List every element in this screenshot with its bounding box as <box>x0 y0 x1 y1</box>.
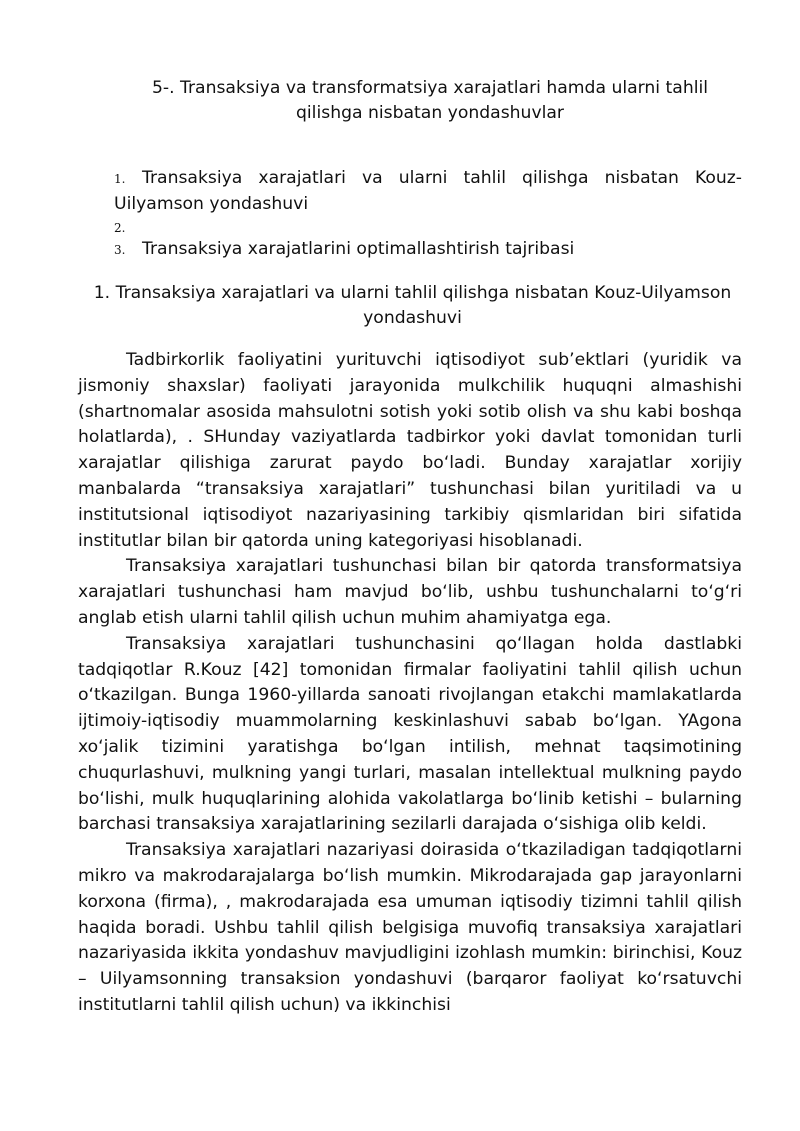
toc-item-3 <box>114 237 742 263</box>
document-title: 5-. Transaksiya va transformatsiya xarajatlari hamda ularni tahlil qilishga nisbatan yondashuvlar <box>151 78 709 123</box>
toc-item-1 <box>114 166 742 217</box>
toc-item-2 <box>114 217 742 237</box>
table-of-contents <box>114 166 742 263</box>
paragraph-1: Tadbirkorlik faoliyatini yurituvchi iqtisodiyot sub’ektlari (yuridik va jismoniy shaxslar) faoliyati jarayonida mulkchilik huquqni almashishi (shartnomalar asosida mahsulotni sotish yoki sotib olish va shu kabi boshqa holatlarda), . SHunday vaziyatlarda tadbirkor yoki davlat tomonidan turli xarajatlar qilishiga zarurat paydo bo‘ladi. Bunday xarajatlar xorijiy manbalarda “transaksiya xarajatlari” tushunchasi bilan yuritiladi va u institutsional iqtisodiyot nazariyasining tarkibiy qismlaridan biri sifatida institutlar bilan bir qatorda uning kategoriyasi hisoblanadi. <box>78 350 742 551</box>
toc-item-text: Transaksiya xarajatlarini optimallashtirish tajribasi <box>142 239 575 259</box>
paragraph-3: Transaksiya xarajatlari tushunchasini qo‘llagan holda dastlabki tadqiqotlar R.Kouz [42] tomonidan firmalar faoliyatini tahlil qilish uchun o‘tkazilgan. Bunga 1960-yillarda sanoati rivojlangan etakchi mamlakatlarda ijtimoiy-iqtisodiy muammolarning keskinlashuvi sabab bo‘lgan. YAgona xo‘jalik tizimini yaratishga bo‘lgan intilish, mehnat taqsimotining chuqurlashuvi, mulkning yangi turlari, masalan intellektual mulkning paydo bo‘lishi, mulk huquqlarining alohida vakolatlarga bo‘linib ketishi – bularning barchasi transaksiya xarajatlarining sezilarli darajada o‘sishiga olib keldi. <box>78 633 742 835</box>
body-text <box>78 348 742 1019</box>
toc-item-text: Transaksiya xarajatlari va ularni tahlil qilishga nisbatan Kouz-Uilyamson yondashuvi <box>114 168 742 214</box>
section-heading: 1. Transaksiya xarajatlari va ularni tahlil qilishga nisbatan Kouz-Uilyamson yondashuvi <box>93 283 732 328</box>
toc-item-number: 1. <box>114 172 126 186</box>
paragraph-2: Transaksiya xarajatlari tushunchasi bilan bir qatorda transformatsiya xarajatlari tushunchasi ham mavjud bo‘lib, ushbu tushunchalarni to‘g‘ri anglab etish ularni tahlil qilish uchun muhim ahamiyatga ega. <box>78 556 742 628</box>
toc-item-number: 2. <box>114 221 126 235</box>
toc-item-number: 3. <box>114 243 126 257</box>
paragraph-4: Transaksiya xarajatlari nazariyasi doirasida o‘tkaziladigan tadqiqotlarni mikro va makrodarajalarga bo‘lish mumkin. Mikrodarajada gap jarayonlarni korxona (firma), , makrodarajada esa umuman iqtisodiy tizimni tahlil qilish haqida boradi. Ushbu tahlil qilish belgisiga muvofiq transaksiya xarajatlari nazariyasida ikkita yondashuv mavjudligini izohlash mumkin: birinchisi, Kouz – Uilyamsonning transaksion yondashuvi (barqaror faoliyat ko‘rsatuvchi institutlarni tahlil qilish uchun) va ikkinchisi <box>78 840 742 1015</box>
